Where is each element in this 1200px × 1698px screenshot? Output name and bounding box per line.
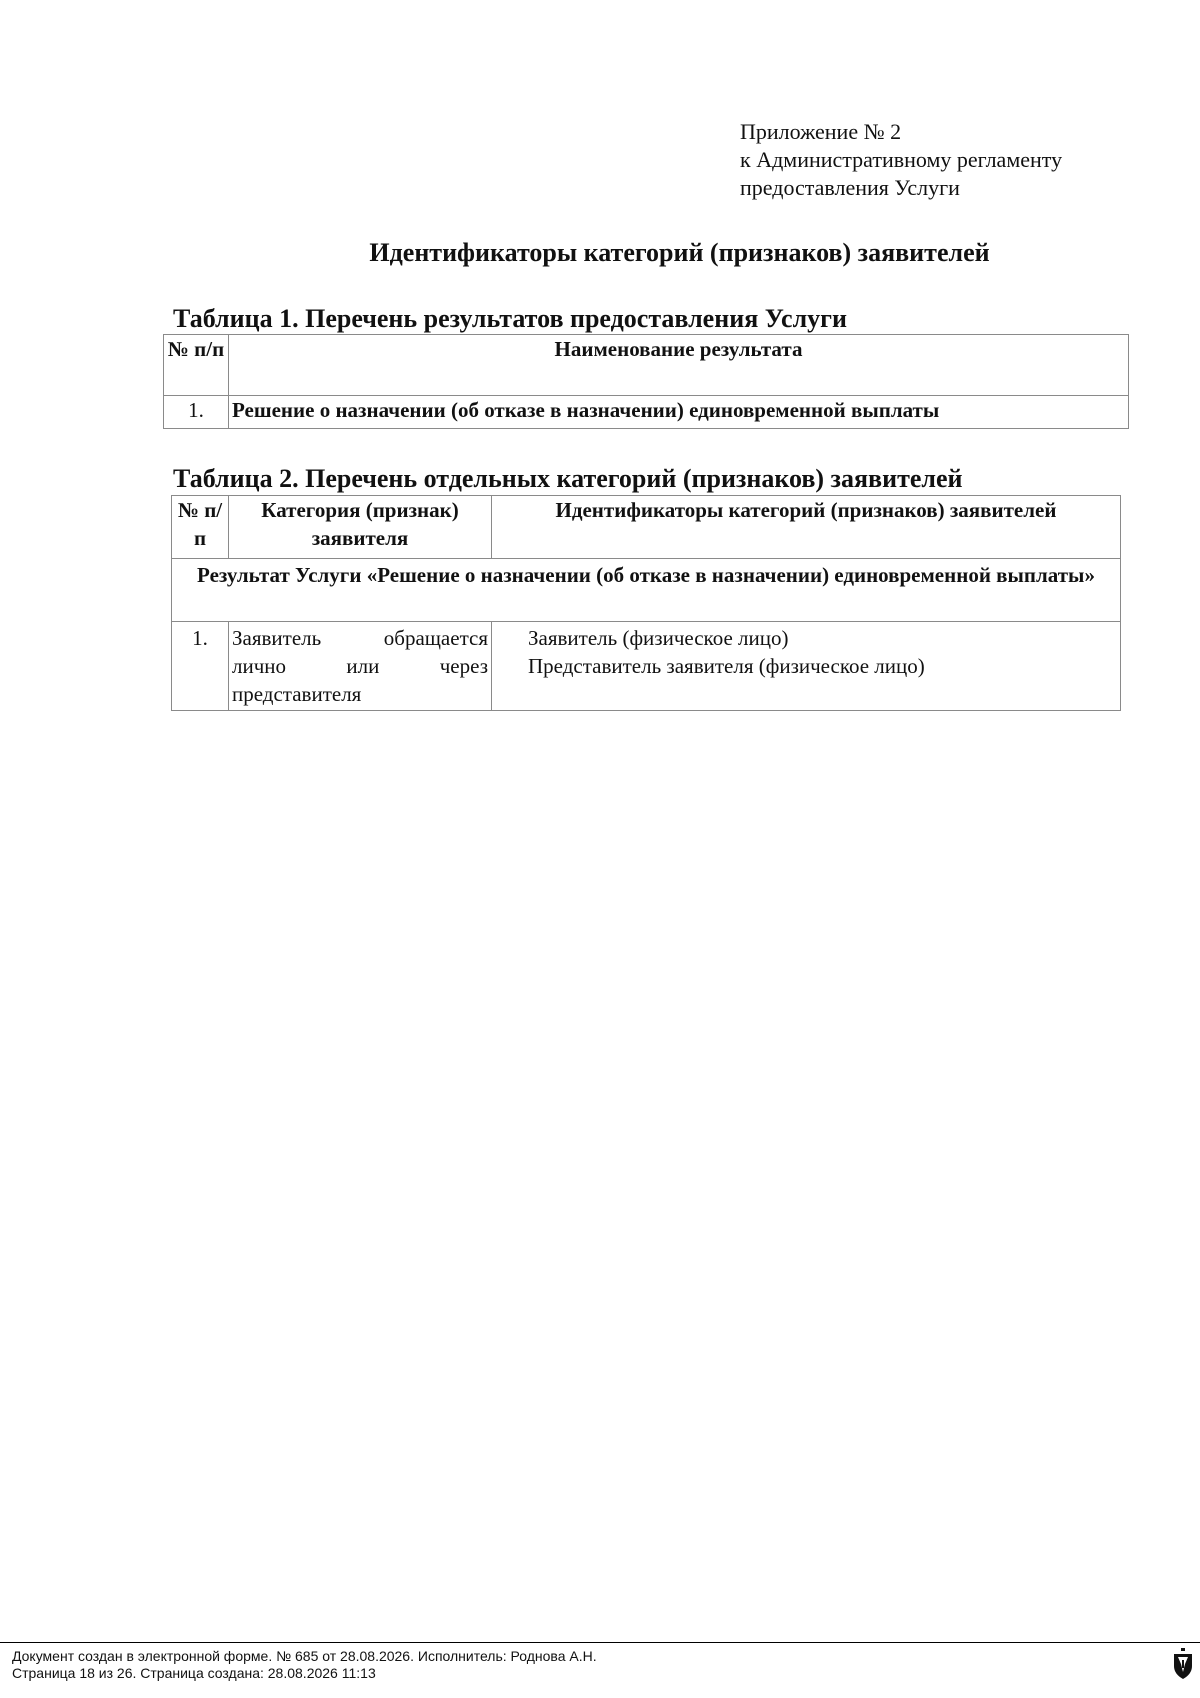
identifiers-cell [492,622,1121,711]
header-number: № п/п [172,496,229,559]
result-name: Решение о назначении (об отказе в назначении) единовременной выплаты [229,396,1129,429]
identifier-item: Заявитель (физическое лицо) [528,626,789,650]
header-number: № п/п [164,335,229,396]
category-text: Заявитель обращается лично или через представителя [229,622,492,711]
document-footer [12,1648,597,1682]
table-2-caption: Таблица 2. Перечень отдельных категорий (признаков) заявителей [173,464,963,493]
footer-line-1: Документ создан в электронной форме. № 685 от 28.08.2026. Исполнитель: Роднова А.Н. [12,1648,597,1664]
coat-of-arms-icon [1172,1648,1194,1680]
result-group-row [172,559,1121,622]
header-category: Категория (признак) заявителя [229,496,492,559]
appendix-line-2: к Административному регламенту [740,147,1063,172]
row-number: 1. [172,622,229,711]
table-row [172,622,1121,711]
table-row [164,396,1129,429]
results-table [163,334,1129,429]
appendix-header [740,118,1062,202]
categories-table [171,495,1121,711]
appendix-line-1: Приложение № 2 [740,119,902,144]
table-header-row [172,496,1121,559]
appendix-line-3: предоставления Услуги [740,175,960,200]
identifier-item: Представитель заявителя (физическое лицо) [528,654,925,678]
header-identifiers: Идентификаторы категорий (признаков) заявителей [492,496,1121,559]
result-group-label: Результат Услуги «Решение о назначении (об отказе в назначении) единовременной выплаты» [172,559,1121,622]
header-result-name: Наименование результата [229,335,1129,396]
table-1-caption: Таблица 1. Перечень результатов предоставления Услуги [173,304,847,333]
document-title: Идентификаторы категорий (признаков) заявителей [369,238,990,267]
footer-divider [0,1642,1200,1643]
row-number: 1. [164,396,229,429]
footer-line-2: Страница 18 из 26. Страница создана: 28.08.2026 11:13 [12,1665,376,1681]
table-header-row [164,335,1129,396]
